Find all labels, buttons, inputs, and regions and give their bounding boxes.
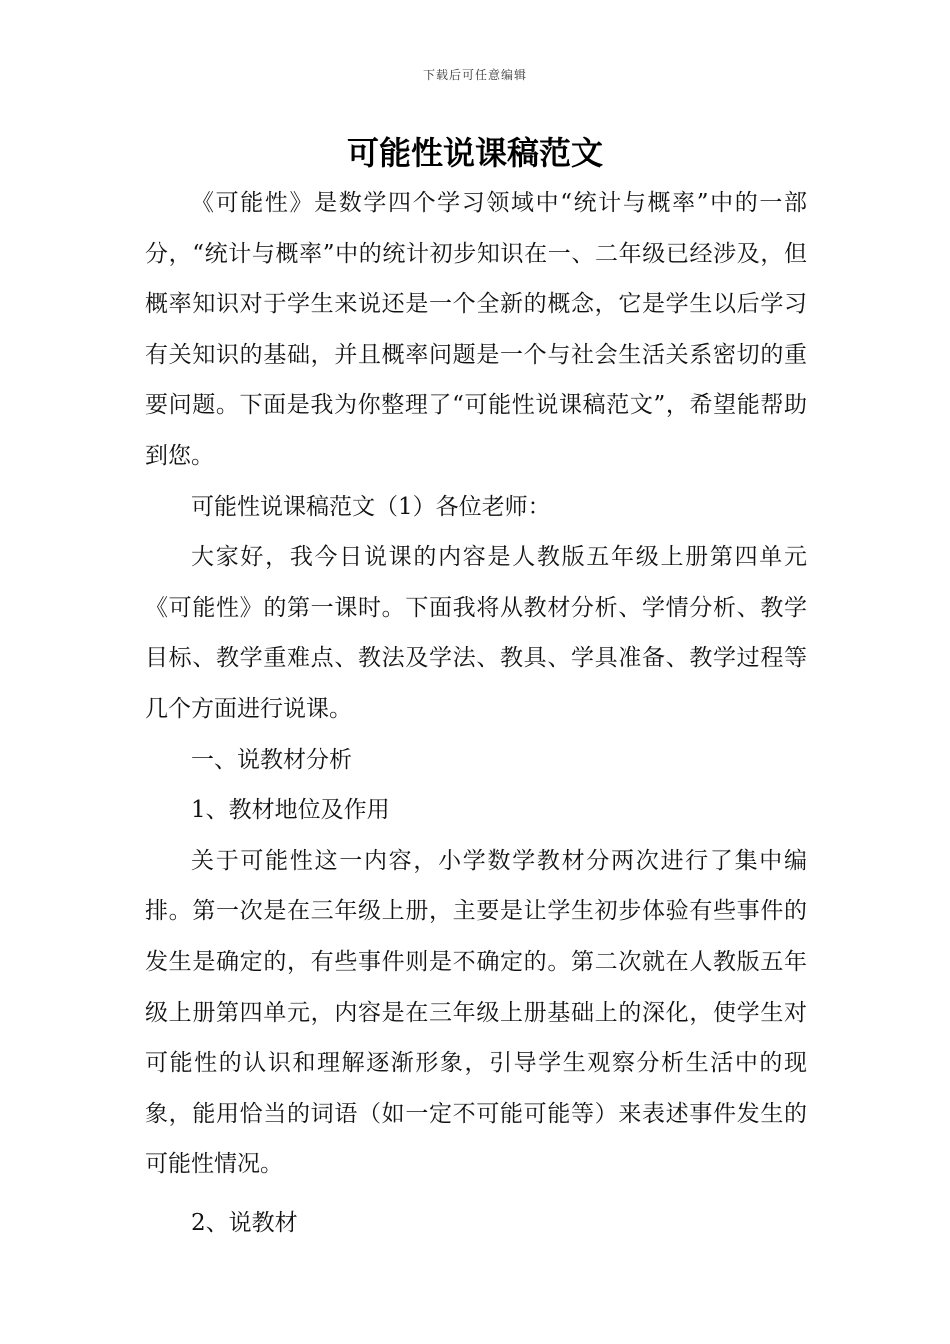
sample-heading: 可能性说课稿范文（1）各位老师：: [191, 493, 551, 520]
greeting-paragraph: 大家好，我今日说课的内容是人教版五年级上册第四单元《可能性》的第一课时。下面我将从教材分析、学情分析、教学目标、教学重难点、教法及学法、教具、学具准备、教学过程等几个方面进行说课。: [145, 544, 807, 722]
textbook-paragraph: 关于可能性这一内容，小学数学教材分两次进行了集中编排。第一次是在三年级上册，主要是让学生初步体验有些事件的发生是确定的，有些事件则是不确定的。第二次就在人教版五年级上册第四单元，内容是在三年级上册基础上的深化，使学生对可能性的认识和理解逐渐形象，引导学生观察分析生活中的现象，能用恰当的词语（如一定不可能可能等）来表述事件发生的可能性情况。: [145, 847, 807, 1178]
header-note: 下载后可任意编辑: [422, 68, 527, 82]
document-body: [145, 178, 807, 1248]
intro-paragraph: 《可能性》是数学四个学习领域中“统计与概率”中的一部分，“统计与概率”中的统计初步知识在一、二年级已经涉及，但概率知识对于学生来说还是一个全新的概念，它是学生以后学习有关知识的基础，并且概率问题是一个与社会生活关系密切的重要问题。下面是我为你整理了“可能性说课稿范文”，希望能帮助到您。: [145, 190, 807, 469]
subsection-heading-1: 1、教材地位及作用: [191, 797, 390, 824]
subsection-heading-2: 2、说教材: [191, 1209, 298, 1236]
section-heading-1: 一、说教材分析: [191, 746, 352, 773]
document-title: 可能性说课稿范文: [346, 134, 603, 172]
